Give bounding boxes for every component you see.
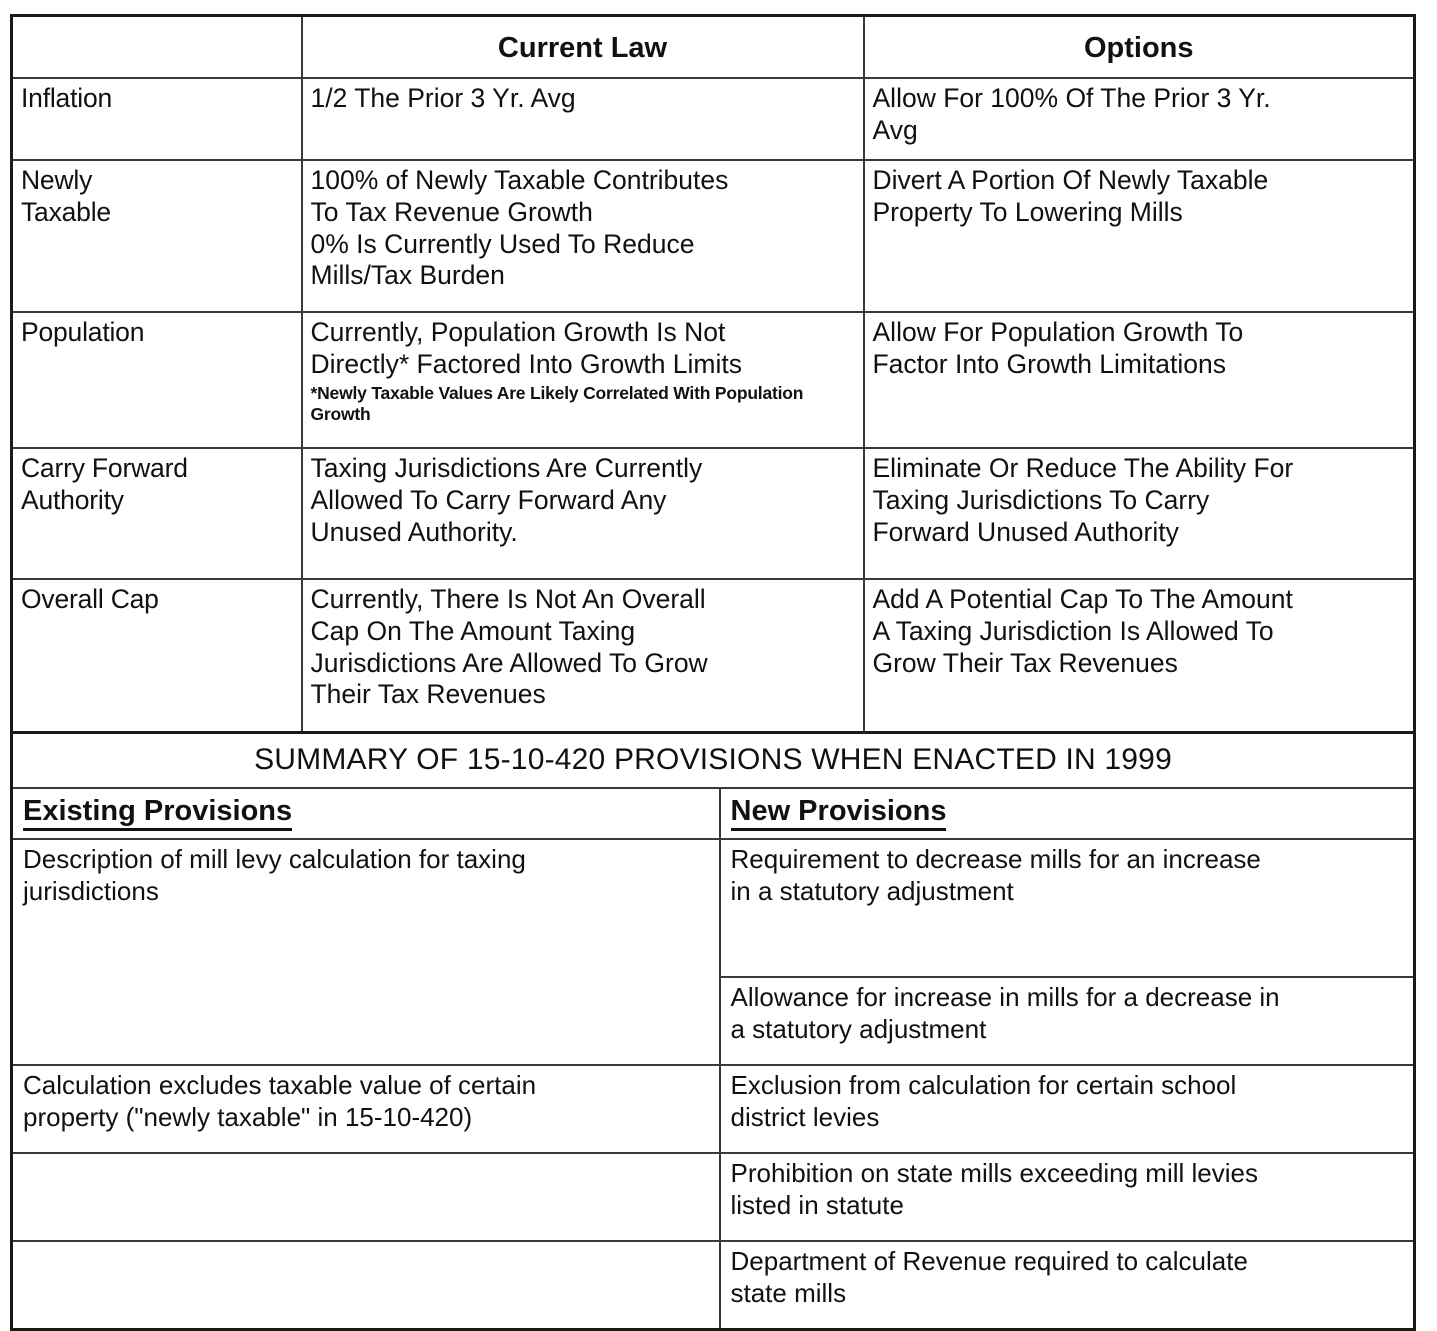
cell-line: Taxing Jurisdictions Are Currently	[310, 453, 703, 483]
cell-line: A Taxing Jurisdiction Is Allowed To	[872, 615, 1274, 646]
cell-text-block	[873, 453, 1406, 548]
column-header-current-law: Current Law	[302, 16, 864, 79]
table-header-row	[12, 16, 1415, 79]
cell-line: Their Tax Revenues	[310, 679, 546, 710]
table-row	[12, 1241, 1415, 1330]
row-label-population: Population	[12, 312, 302, 448]
cell-line: Avg	[872, 114, 918, 145]
cell-line: Exclusion from calculation for certain school	[730, 1070, 1237, 1101]
column-header-options: Options	[864, 16, 1415, 79]
cell-options-newly-taxable	[864, 160, 1415, 312]
cell-existing-empty	[12, 1153, 720, 1241]
cell-options-overall-cap	[864, 579, 1415, 736]
cell-text-block	[23, 1070, 711, 1132]
cell-line: jurisdictions	[23, 875, 159, 906]
cell-current-law-newly-taxable	[302, 160, 864, 312]
cell-current-law-carry-forward	[302, 448, 864, 579]
cell-new-exclusion-school-district	[720, 1065, 1415, 1153]
cell-text-block	[311, 83, 855, 115]
cell-text-block	[731, 1158, 1406, 1220]
cell-line: Taxing Jurisdictions To Carry	[872, 484, 1210, 515]
cell-line: Calculation excludes taxable value of certain	[23, 1070, 537, 1101]
table-row	[12, 839, 1415, 977]
cell-existing-mill-levy-description	[12, 839, 720, 1065]
current-law-options-table	[10, 14, 1416, 737]
summary-header-row	[12, 788, 1415, 839]
cell-line: Allow For 100% Of The Prior 3 Yr.	[872, 83, 1271, 113]
cell-line: in a statutory adjustment	[730, 875, 1014, 906]
cell-options-inflation	[864, 78, 1415, 160]
row-label-overall-cap: Overall Cap	[12, 579, 302, 736]
cell-text-block	[873, 83, 1406, 147]
cell-current-law-population	[302, 312, 864, 448]
cell-line: Currently, Population Growth Is Not	[310, 317, 726, 347]
cell-existing-calculation-excludes	[12, 1065, 720, 1153]
cell-line: Divert A Portion Of Newly Taxable	[872, 165, 1269, 195]
row-label-line: Authority	[21, 484, 124, 515]
cell-line: Currently, There Is Not An Overall	[310, 584, 706, 614]
cell-line: 1/2 The Prior 3 Yr. Avg	[310, 83, 576, 113]
cell-line: Allow For Population Growth To	[872, 317, 1244, 347]
cell-text-block	[873, 317, 1406, 381]
cell-text-block	[873, 165, 1406, 229]
row-label-line: Newly	[21, 165, 93, 195]
table-row	[12, 78, 1415, 160]
cell-current-law-inflation	[302, 78, 864, 160]
summary-table-title: SUMMARY OF 15-10-420 PROVISIONS WHEN ENACTED IN 1999	[12, 733, 1415, 789]
cell-line: Factor Into Growth Limitations	[872, 348, 1226, 379]
cell-text-block	[873, 584, 1406, 679]
column-header-new-provisions	[720, 788, 1415, 839]
cell-line: Property To Lowering Mills	[872, 196, 1183, 227]
row-label-inflation: Inflation	[12, 78, 302, 160]
cell-line: Unused Authority.	[310, 516, 518, 547]
cell-options-carry-forward	[864, 448, 1415, 579]
cell-line: property ("newly taxable" in 15-10-420)	[23, 1101, 473, 1132]
cell-new-requirement-decrease-mills	[720, 839, 1415, 977]
cell-line: Grow Their Tax Revenues	[872, 647, 1178, 678]
cell-line: state mills	[730, 1277, 847, 1308]
cell-line: Add A Potential Cap To The Amount	[872, 584, 1293, 614]
table-row	[12, 1065, 1415, 1153]
row-label-line: Taxable	[21, 196, 111, 227]
cell-text-block	[731, 844, 1406, 906]
summary-title-row	[12, 733, 1415, 789]
cell-line: To Tax Revenue Growth	[310, 196, 593, 227]
cell-line: Jurisdictions Are Allowed To Grow	[310, 647, 708, 678]
cell-text-block	[311, 453, 855, 548]
cell-line: district levies	[730, 1101, 880, 1132]
cell-text-block	[23, 844, 711, 906]
table-row	[12, 1153, 1415, 1241]
cell-text-block	[731, 1070, 1406, 1132]
cell-options-population	[864, 312, 1415, 448]
cell-line: Cap On The Amount Taxing	[310, 615, 636, 646]
cell-line: Allowed To Carry Forward Any	[310, 484, 667, 515]
cell-line: Mills/Tax Burden	[310, 260, 505, 291]
row-label-newly-taxable	[12, 160, 302, 312]
cell-line: 100% of Newly Taxable Contributes	[310, 165, 729, 195]
cell-new-prohibition-state-mills	[720, 1153, 1415, 1241]
cell-line: Requirement to decrease mills for an increase	[730, 844, 1261, 875]
cell-new-department-revenue-calculate	[720, 1241, 1415, 1330]
cell-line: 0% Is Currently Used To Reduce	[310, 228, 695, 259]
cell-text-block	[311, 584, 855, 711]
table-row	[12, 160, 1415, 312]
corner-blank-cell	[12, 16, 302, 79]
cell-text-block	[311, 165, 855, 292]
table-row	[12, 579, 1415, 736]
table-row	[12, 448, 1415, 579]
cell-line: Forward Unused Authority	[872, 516, 1179, 547]
cell-line: Allowance for increase in mills for a decrease in	[730, 982, 1280, 1013]
cell-footnote: *Newly Taxable Values Are Likely Correlated With Population Growth	[310, 382, 804, 424]
summary-provisions-table	[10, 731, 1416, 1331]
cell-existing-empty	[12, 1241, 720, 1330]
cell-line: Prohibition on state mills exceeding mill levies	[730, 1158, 1258, 1189]
cell-line: a statutory adjustment	[730, 1013, 987, 1044]
cell-line: Eliminate Or Reduce The Ability For	[872, 453, 1294, 483]
cell-new-allowance-increase-mills	[720, 977, 1415, 1065]
cell-line: Department of Revenue required to calculate	[730, 1246, 1248, 1277]
cell-line: Description of mill levy calculation for taxing	[23, 844, 526, 875]
cell-text-block	[311, 317, 855, 381]
cell-line: Directly* Factored Into Growth Limits	[310, 348, 742, 379]
cell-text-block	[731, 982, 1406, 1044]
row-label-carry-forward-authority	[12, 448, 302, 579]
column-header-existing-provisions	[12, 788, 720, 839]
column-header-label: Existing Provisions	[23, 795, 292, 831]
row-label-line: Carry Forward	[21, 453, 188, 483]
cell-current-law-overall-cap	[302, 579, 864, 736]
table-row	[12, 312, 1415, 448]
cell-line: listed in statute	[730, 1189, 904, 1220]
cell-text-block	[731, 1246, 1406, 1308]
column-header-label: New Provisions	[731, 795, 947, 831]
